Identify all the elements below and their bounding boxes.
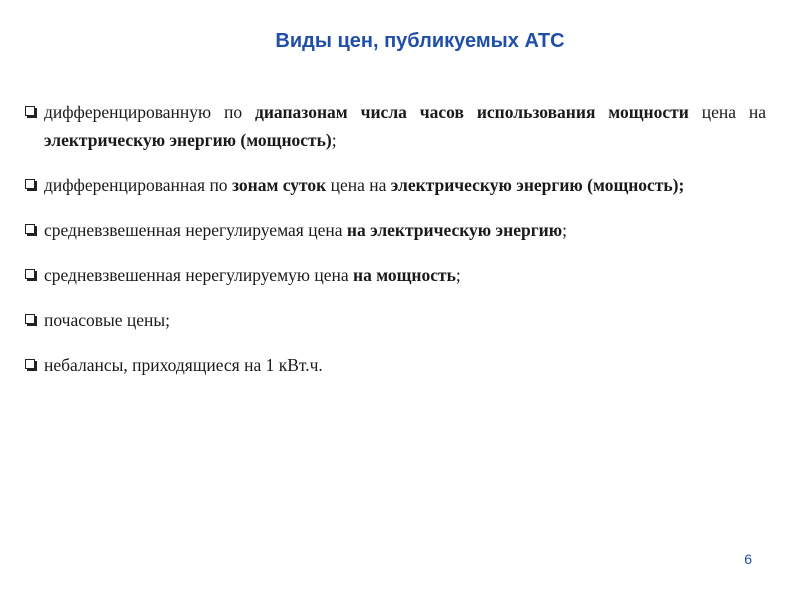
slide-title: Виды цен, публикуемых АТС: [275, 30, 565, 52]
list-item: [24, 261, 766, 289]
list-item: [24, 216, 766, 244]
item-text: дифференцированную по диапазонам числа часов использования мощности цена на электрическую энергию (мощность);: [44, 102, 766, 150]
price-types-list: [24, 98, 766, 379]
page-number: 6: [744, 551, 752, 567]
checkbox-bullet-icon: [25, 269, 35, 279]
list-item: [24, 171, 766, 199]
item-text: почасовые цены;: [44, 310, 171, 330]
item-text: средневзвешенная нерегулируемую цена на мощность;: [44, 265, 461, 285]
list-item: [24, 306, 766, 334]
item-text: небалансы, приходящиеся на 1 кВт.ч.: [44, 355, 323, 375]
item-text: дифференцированная по зонам суток цена на электрическую энергию (мощность);: [44, 175, 685, 195]
list-item: [24, 98, 766, 154]
checkbox-bullet-icon: [25, 359, 35, 369]
item-text: средневзвешенная нерегулируемая цена на электрическую энергию;: [44, 220, 567, 240]
checkbox-bullet-icon: [25, 106, 35, 116]
list-item: [24, 351, 766, 379]
checkbox-bullet-icon: [25, 314, 35, 324]
checkbox-bullet-icon: [25, 224, 35, 234]
checkbox-bullet-icon: [25, 179, 35, 189]
